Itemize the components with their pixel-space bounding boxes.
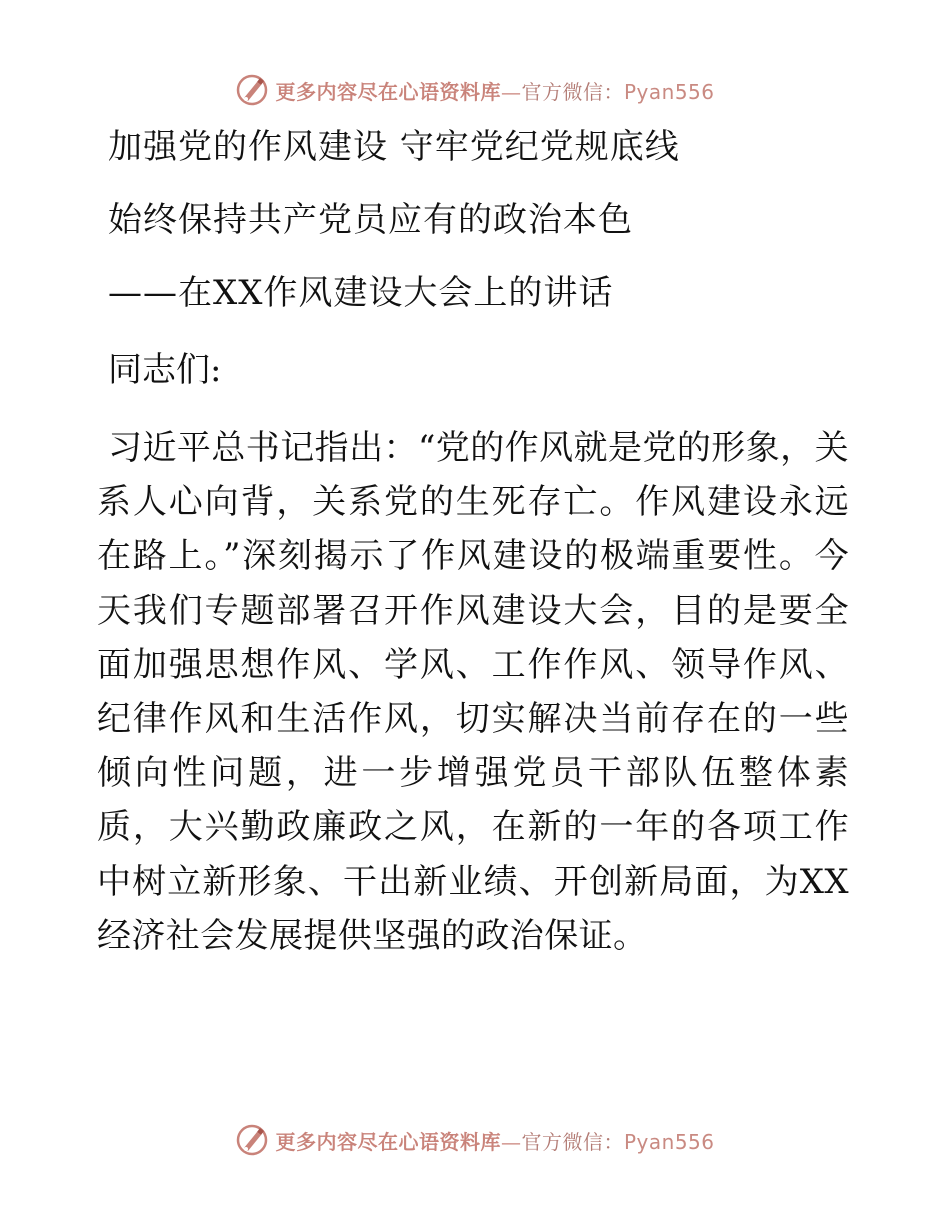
watermark-text	[275, 1126, 714, 1155]
watermark-wechat-id: Pyan556	[623, 1129, 715, 1154]
watermark-text	[275, 76, 714, 105]
salutation: 同志们:	[108, 350, 222, 390]
watermark-slogan: 更多内容尽在心语资料库	[275, 79, 501, 104]
title-line-2: 始终保持共产党员应有的政治本色	[108, 200, 633, 240]
title-line-1: 加强党的作风建设 守牢党纪党规底线	[108, 127, 680, 167]
pen-logo-icon	[235, 1123, 269, 1157]
watermark-wechat-label: 官方微信：	[521, 1129, 624, 1154]
watermark-dash: —	[500, 1129, 522, 1154]
watermark-dash: —	[500, 79, 522, 104]
header-watermark	[0, 70, 950, 110]
watermark-wechat-label: 官方微信：	[521, 79, 624, 104]
body-paragraph: 习近平总书记指出：“党的作风就是党的形象，关系人心向背，关系党的生死存亡。作风建设永远在路上。”深刻揭示了作风建设的极端重要性。今天我们专题部署召开作风建设大会，目的是要全面加强思想作风、学风、工作作风、领导作风、纪律作风和生活作风，切实解决当前存在的一些倾向性问题，进一步增强党员干部队伍整体素质，大兴勤政廉政之风，在新的一年的各项工作中树立新形象、干出新业绩、开创新局面，为XX经济社会发展提供坚强的政治保证。	[97, 428, 849, 956]
watermark-slogan: 更多内容尽在心语资料库	[275, 1129, 501, 1154]
footer-watermark	[0, 1120, 950, 1160]
watermark-wechat-id: Pyan556	[623, 79, 715, 104]
title-line-3: ——在XX作风建设大会上的讲话	[108, 273, 614, 313]
pen-logo-icon	[235, 73, 269, 107]
